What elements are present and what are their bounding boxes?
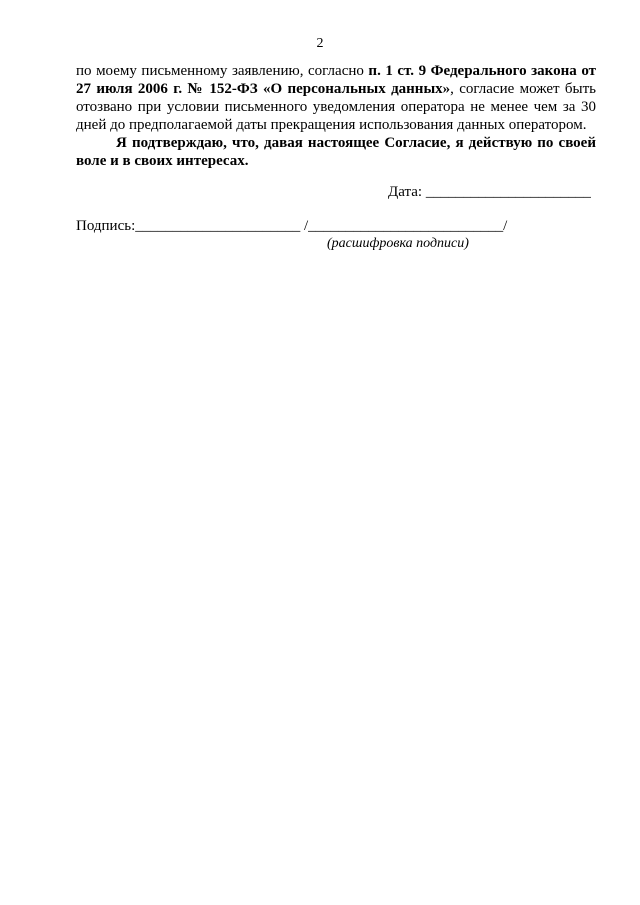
signature-field: Подпись:______________________ /__________________________/ [76,218,508,234]
law-reference: п. 1 ст. 9 Федерального закона от 27 июля 2006 г. № 152-ФЗ «О персональных данных» [76,63,596,97]
consent-withdrawal-paragraph [76,62,596,134]
paragraph-text-start: по моему письменному заявлению, согласно [76,63,369,79]
confirmation-paragraph: Я подтверждаю, что, давая настоящее Согласие, я действую по своей воле и в своих интересах. [76,135,596,169]
document-body [76,62,596,170]
paragraph-text-end: , согласие может быть отозвано при условии письменного уведомления оператора не менее чем за 30 дней до предполагаемой даты прекращения использования данных оператором. [76,81,597,133]
page-number: 2 [316,36,324,51]
date-field: Дата: ______________________ [388,184,591,200]
signature-caption: (расшифровка подписи) [327,236,469,251]
